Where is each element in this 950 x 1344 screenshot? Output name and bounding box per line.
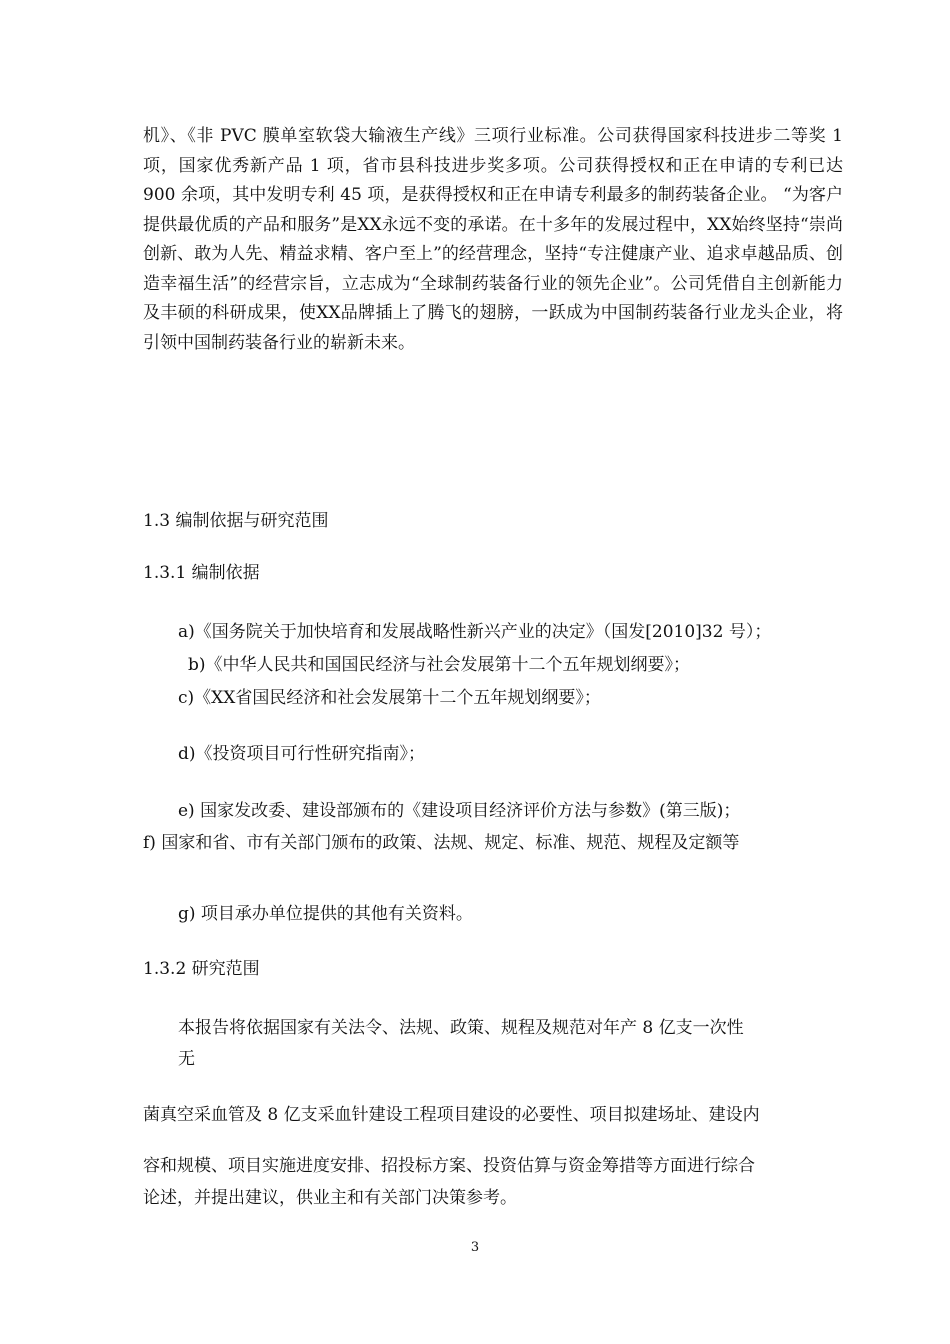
page-number: 3	[470, 1240, 480, 1255]
basis-item-a: a)《国务院关于加快培育和发展战略性新兴产业的决定》（国发[2010]32 号）；	[178, 622, 772, 642]
section-heading-1-3-2: 1.3.2 研究范围	[143, 959, 260, 979]
scope-line: 无	[178, 1049, 195, 1069]
basis-item-e: e) 国家发改委、建设部颁布的《建设项目经济评价方法与参数》(第三版)；	[178, 801, 741, 821]
section-heading-1-3: 1.3 编制依据与研究范围	[143, 511, 329, 531]
scope-line: 本报告将依据国家有关法令、法规、政策、规程及规范对年产 8 亿支一次性	[178, 1018, 744, 1038]
basis-item-b: b)《中华人民共和国国民经济与社会发展第十二个五年规划纲要》；	[188, 655, 691, 675]
section-heading-1-3-1: 1.3.1 编制依据	[143, 563, 260, 583]
scope-line: 论述，并提出建议，供业主和有关部门决策参考。	[143, 1188, 517, 1208]
scope-line: 容和规模、项目实施进度安排、招投标方案、投资估算与资金筹措等方面进行综合	[143, 1156, 755, 1176]
intro-paragraph: 机》、《非 PVC 膜单室软袋大输液生产线》三项行业标准。公司获得国家科技进步二等奖 1 项，国家优秀新产品 1 项，省市县科技进步奖多项。公司获得授权和正在申请的专利已达 900 余项，其中发明专利 45 项，是获得授权和正在申请专利最多的制药装备企业。 “为客户提供最优质的产品和服务”是XX永远不变的承诺。在十多年的发展过程中，XX始终坚持“崇尚创新、敢为人先、精益求精、客户至上”的经营理念，坚持“专注健康产业、追求卓越品质、创造幸福生活”的经营宗旨，立志成为“全球制药装备行业的领先企业”。公司凭借自主创新能力及丰硕的科研成果，使XX品牌插上了腾飞的翅膀，一跃成为中国制药装备行业龙头企业，将引领中国制药装备行业的崭新未来。	[143, 126, 843, 353]
basis-item-c: c)《XX省国民经济和社会发展第十二个五年规划纲要》；	[178, 688, 601, 708]
basis-item-g: g) 项目承办单位提供的其他有关资料。	[178, 904, 473, 924]
scope-line: 菌真空采血管及 8 亿支采血针建设工程项目建设的必要性、项目拟建场址、建设内	[143, 1105, 760, 1125]
basis-item-d: d)《投资项目可行性研究指南》；	[178, 744, 426, 764]
basis-item-f: f) 国家和省、市有关部门颁布的政策、法规、规定、标准、规范、规程及定额等	[143, 833, 740, 853]
